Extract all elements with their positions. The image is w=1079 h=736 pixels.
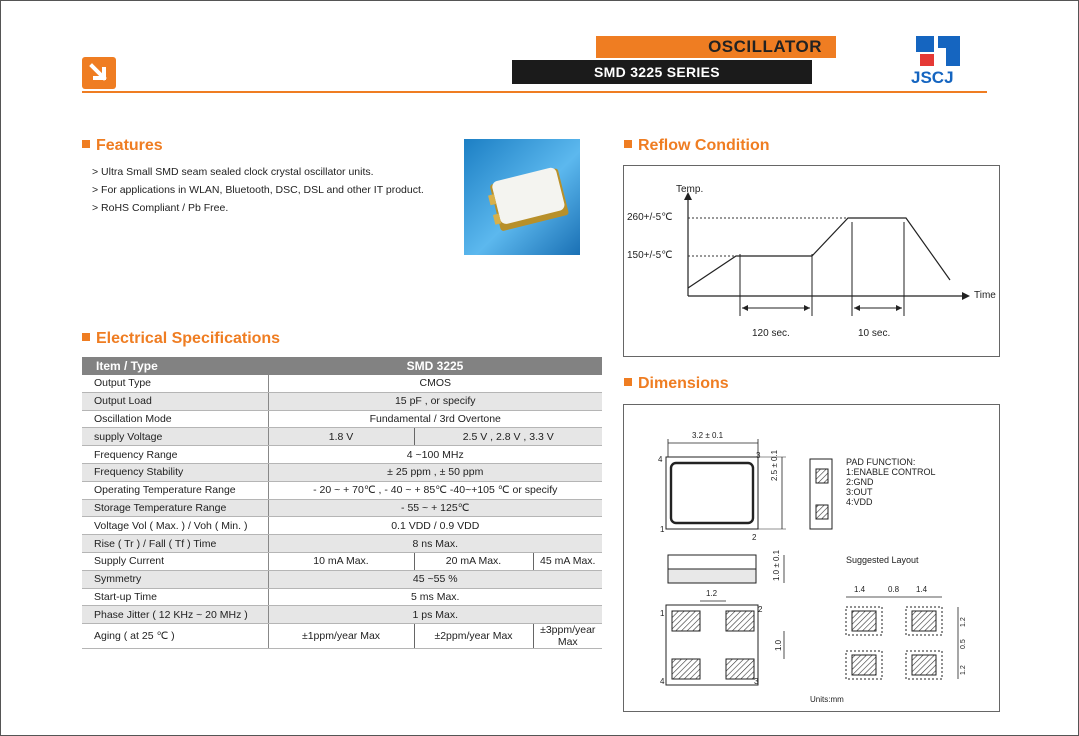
features-title: Features bbox=[82, 137, 163, 155]
pad-item: 4:VDD bbox=[846, 497, 873, 507]
layout-height: 1.2 bbox=[960, 665, 967, 675]
spec-label: Rise ( Tr ) / Fall ( Tf ) Time bbox=[82, 535, 268, 553]
temp-axis-label: Temp. bbox=[676, 184, 704, 195]
spec-value: 8 ns Max. bbox=[268, 535, 602, 553]
spec-value: 1.8 V bbox=[268, 428, 414, 446]
pad-function-title: PAD FUNCTION: bbox=[846, 457, 916, 467]
spec-label: Supply Current bbox=[82, 552, 268, 570]
spec-label: Output Type bbox=[82, 375, 268, 392]
electrical-title: Electrical Specifications bbox=[82, 330, 280, 348]
bottom-width-dimension: 1.2 bbox=[706, 589, 718, 598]
pin-label: 3 bbox=[756, 451, 761, 460]
width-dimension: 3.2 ± 0.1 bbox=[692, 431, 724, 440]
dimensions-title: Dimensions bbox=[624, 375, 729, 393]
spec-value: 15 pF , or specify bbox=[268, 392, 602, 410]
spec-label: Frequency Stability bbox=[82, 463, 268, 481]
spec-label: Aging ( at 25 ℃ ) bbox=[82, 624, 268, 649]
spec-label: Oscillation Mode bbox=[82, 410, 268, 428]
peak-duration: 10 sec. bbox=[858, 328, 891, 339]
layout-height: 1.2 bbox=[960, 617, 967, 627]
spec-value: ±3ppm/year Max bbox=[533, 624, 602, 649]
pin-label: 1 bbox=[660, 609, 665, 618]
layout-height: 0.5 bbox=[960, 639, 967, 649]
arrow-badge-icon bbox=[82, 57, 116, 89]
spec-value: 20 mA Max. bbox=[414, 552, 533, 570]
bottom-gap-dimension: 1.0 bbox=[774, 639, 783, 651]
spec-value: Fundamental / 3rd Overtone bbox=[268, 410, 602, 428]
brand-name: JSCJ bbox=[911, 68, 954, 87]
pad-item: 1:ENABLE CONTROL bbox=[846, 467, 936, 477]
spec-value: 45 ~55 % bbox=[268, 570, 602, 588]
height-dimension: 2.5 ± 0.1 bbox=[770, 449, 779, 481]
pad-function-list bbox=[846, 457, 936, 507]
spec-value: ±2ppm/year Max bbox=[414, 624, 533, 649]
spec-label: Frequency Range bbox=[82, 446, 268, 464]
spec-value: 10 mA Max. bbox=[268, 552, 414, 570]
thickness-dimension: 1.0 ± 0.1 bbox=[772, 549, 781, 581]
header-type: SMD 3225 bbox=[268, 357, 602, 375]
layout-dimension: 1.4 bbox=[854, 585, 866, 594]
series-banner: SMD 3225 SERIES bbox=[512, 60, 812, 84]
pin-label: 2 bbox=[752, 533, 757, 542]
pad-item: 3:OUT bbox=[846, 487, 873, 497]
pin-label: 1 bbox=[660, 525, 665, 534]
reflow-chart-box bbox=[623, 165, 1000, 357]
spec-label: Phase Jitter ( 12 KHz ~ 20 MHz ) bbox=[82, 606, 268, 624]
spec-value: ± 25 ppm , ± 50 ppm bbox=[268, 463, 602, 481]
header-item: Item / Type bbox=[82, 357, 268, 375]
spec-value: 0.1 VDD / 0.9 VDD bbox=[268, 517, 602, 535]
spec-label: Operating Temperature Range bbox=[82, 481, 268, 499]
time-axis-label: Time bbox=[974, 290, 996, 301]
spec-label: Storage Temperature Range bbox=[82, 499, 268, 517]
pin-label: 2 bbox=[758, 605, 763, 614]
pad-item: 2:GND bbox=[846, 477, 874, 487]
spec-label: Symmetry bbox=[82, 570, 268, 588]
spec-value: 45 mA Max. bbox=[533, 552, 602, 570]
spec-value: 1 ps Max. bbox=[268, 606, 602, 624]
spec-value: ±1ppm/year Max bbox=[268, 624, 414, 649]
feature-item: > Ultra Small SMD seam sealed clock crystal oscillator units. bbox=[92, 166, 374, 178]
preheat-temp-label: 150+/-5℃ bbox=[627, 250, 673, 261]
spec-label: Start-up Time bbox=[82, 588, 268, 606]
pin-label: 4 bbox=[660, 677, 665, 686]
layout-dimension: 0.8 bbox=[888, 585, 900, 594]
spec-value: 4 ~100 MHz bbox=[268, 446, 602, 464]
spec-value: - 55 ~ + 125℃ bbox=[268, 499, 602, 517]
peak-temp-label: 260+/-5℃ bbox=[627, 212, 673, 223]
suggested-layout-title: Suggested Layout bbox=[846, 555, 919, 565]
dimensions-box bbox=[623, 404, 1000, 712]
preheat-duration: 120 sec. bbox=[752, 328, 790, 339]
feature-item: > RoHS Compliant / Pb Free. bbox=[92, 202, 229, 214]
product-photo bbox=[464, 139, 580, 255]
spec-label: Output Load bbox=[82, 392, 268, 410]
pin-label: 3 bbox=[754, 677, 759, 686]
package-drawing bbox=[624, 405, 999, 711]
electrical-spec-table bbox=[82, 357, 602, 649]
pin-label: 4 bbox=[658, 455, 663, 464]
feature-item: > For applications in WLAN, Bluetooth, DSC, DSL and other IT product. bbox=[92, 184, 424, 196]
spec-label: Voltage Vol ( Max. ) / Voh ( Min. ) bbox=[82, 517, 268, 535]
spec-value: CMOS bbox=[268, 375, 602, 392]
header-rule bbox=[82, 91, 987, 93]
layout-dimension: 1.4 bbox=[916, 585, 928, 594]
reflow-title: Reflow Condition bbox=[624, 137, 770, 155]
units-note: Units:mm bbox=[810, 695, 844, 704]
category-banner: OSCILLATOR bbox=[596, 36, 836, 58]
spec-label: supply Voltage bbox=[82, 428, 268, 446]
spec-value: 2.5 V , 2.8 V , 3.3 V bbox=[414, 428, 602, 446]
spec-value: - 20 ~ + 70℃ , - 40 ~ + 85℃ -40~+105 ℃ or specify bbox=[268, 481, 602, 499]
spec-value: 5 ms Max. bbox=[268, 588, 602, 606]
